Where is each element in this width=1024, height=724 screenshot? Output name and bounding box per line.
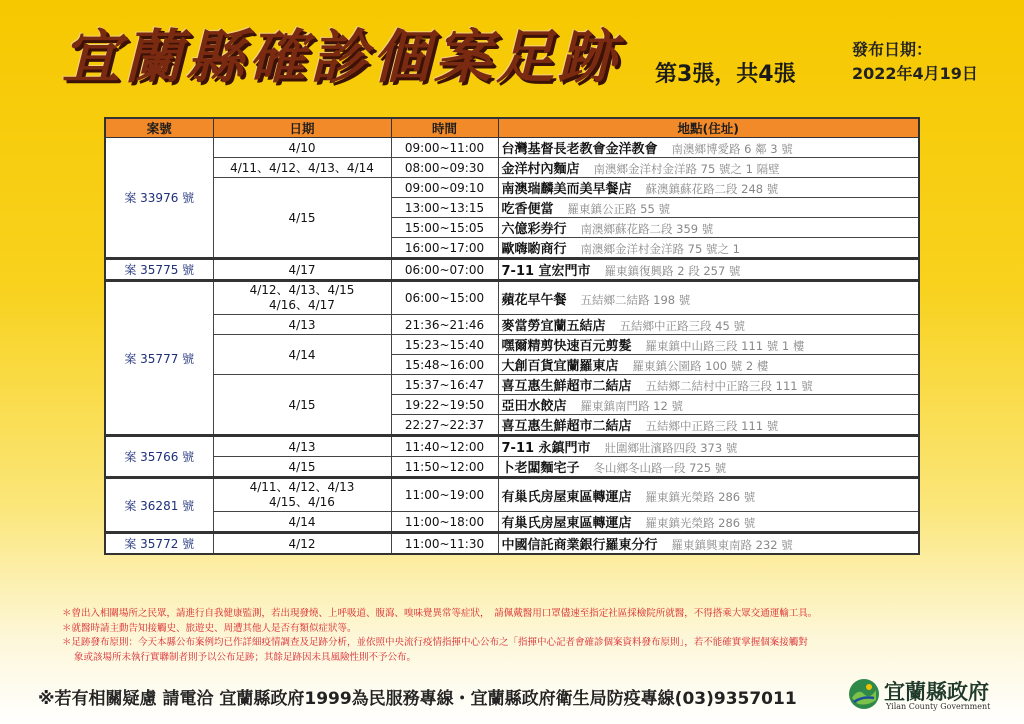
place-name: 亞田水餃店 [501, 399, 567, 414]
location-cell [498, 395, 919, 415]
time-cell: 15:37~16:47 [391, 375, 498, 395]
table-row [105, 158, 919, 178]
place-name: 7-11 宣宏門市 [501, 264, 591, 279]
time-cell: 15:00~15:05 [391, 218, 498, 238]
case-number: 案 35775 號 [105, 259, 213, 281]
time-cell: 11:40~12:00 [391, 436, 498, 457]
location-cell [498, 355, 919, 375]
table-header-row [105, 118, 919, 138]
place-address: 南澳鄉博愛路 6 鄰 3 號 [671, 142, 793, 156]
government-logo [848, 676, 998, 716]
time-cell: 15:48~16:00 [391, 355, 498, 375]
place-address: 羅東鎮公園路 100 號 2 樓 [632, 359, 769, 373]
location-cell [498, 218, 919, 238]
header-case: 案號 [105, 118, 213, 138]
date-cell: 4/15 [213, 457, 391, 478]
table-row [105, 533, 919, 555]
time-cell: 11:00~19:00 [391, 478, 498, 512]
table-row [105, 436, 919, 457]
date-cell: 4/17 [213, 259, 391, 281]
table-row [105, 457, 919, 478]
date-cell [213, 478, 391, 512]
location-cell [498, 158, 919, 178]
table-row [105, 281, 919, 315]
place-name: 中國信託商業銀行羅東分行 [501, 538, 658, 553]
publish-date-block [852, 38, 992, 86]
place-name: 南澳瑞麟美而美早餐店 [501, 182, 632, 197]
case-number: 案 35766 號 [105, 436, 213, 478]
date-line: 4/15、4/16 [269, 495, 335, 509]
date-cell: 4/14 [213, 335, 391, 375]
date-cell: 4/13 [213, 436, 391, 457]
time-cell: 16:00~17:00 [391, 238, 498, 259]
case-number: 案 35772 號 [105, 533, 213, 555]
location-cell [498, 415, 919, 436]
location-cell [498, 198, 919, 218]
time-cell: 11:00~18:00 [391, 512, 498, 533]
case-number: 案 35777 號 [105, 281, 213, 436]
location-cell [498, 512, 919, 533]
note-health-monitoring: ＊曾出入相關場所之民眾，請進行自我健康監測，若出現發燒、上呼吸道、腹瀉、嗅味覺異常等症狀， 請佩戴醫用口罩儘速至指定社區採檢院所就醫，不得搭乘大眾交通運輸工具。 [62, 608, 818, 619]
place-name: 麥當勞宜蘭五結店 [501, 319, 606, 334]
note-disclosure-principle-cont: 象或該場所未執行實聯制者則予以公布足跡；其餘足跡因未具風險性則不予公布。 [74, 651, 417, 663]
logo-chinese-name: 宜蘭縣政府 [884, 680, 989, 704]
place-name: 金洋村內麵店 [501, 162, 580, 177]
page-title: 宜蘭縣確診個案足跡 [62, 23, 621, 91]
place-name: 吃香便當 [501, 202, 554, 217]
date-line: 4/16、4/17 [269, 298, 335, 312]
place-name: 六億彩券行 [501, 222, 567, 237]
table-row [105, 512, 919, 533]
place-address: 羅東鎮復興路 2 段 257 號 [604, 264, 741, 278]
table-row [105, 315, 919, 335]
header-location: 地點(住址) [498, 118, 919, 138]
place-address: 羅東鎮南門路 12 號 [580, 399, 683, 413]
header-date: 日期 [213, 118, 391, 138]
place-name: 喜互惠生鮮超市二結店 [501, 419, 632, 434]
location-cell [498, 281, 919, 315]
date-line: 4/12、4/13、4/15 [249, 283, 355, 297]
time-cell: 22:27~22:37 [391, 415, 498, 436]
date-cell: 4/13 [213, 315, 391, 335]
place-address: 五結鄉中正路三段 45 號 [619, 319, 745, 333]
publish-date-value: 2022年4月19日 [852, 64, 978, 83]
case-number: 案 36281 號 [105, 478, 213, 533]
header-time: 時間 [391, 118, 498, 138]
time-cell: 09:00~11:00 [391, 138, 498, 158]
place-address: 南澳鄉蘇花路二段 359 號 [580, 222, 714, 236]
place-name: 嘿爾精剪快速百元剪髮 [501, 339, 632, 354]
case-footprint-table [104, 117, 920, 555]
time-cell: 06:00~07:00 [391, 259, 498, 281]
place-address: 羅東鎮光榮路 286 號 [645, 516, 756, 530]
place-address: 南澳鄉金洋村金洋路 75 號之 1 隔壁 [593, 162, 780, 176]
date-cell: 4/12 [213, 533, 391, 555]
notes-block [62, 607, 992, 665]
note-disclose-history: ＊就醫時請主動告知接觸史、旅遊史、周遭其他人是否有類似症狀等。 [62, 622, 357, 634]
location-cell [498, 478, 919, 512]
place-name: 喜互惠生鮮超市二結店 [501, 379, 632, 394]
yilan-emblem-icon [848, 678, 880, 710]
date-line: 4/11、4/12、4/13 [249, 480, 355, 494]
contact-footer: ※若有相關疑慮 請電洽 宜蘭縣政府1999為民服務專線・宜蘭縣政府衛生局防疫專線(03)9357011 [38, 689, 797, 709]
place-address: 蘇澳鎮蘇花路二段 248 號 [645, 182, 779, 196]
place-name: 有巢氏房屋東區轉運店 [501, 516, 632, 531]
location-cell [498, 436, 919, 457]
date-cell: 4/11、4/12、4/13、4/14 [213, 158, 391, 178]
date-cell: 4/15 [213, 375, 391, 436]
location-cell [498, 138, 919, 158]
place-name: 大創百貨宜蘭羅東店 [501, 359, 619, 374]
place-name: 7-11 永鎮門市 [501, 441, 591, 456]
note-disclosure-principle: ＊足跡發布原則：今天本縣公布案例均已作詳細疫情調查及足跡分析，並依照中央流行疫情指揮中心公布之「指揮中心記者會確診個案資料發布原則」，若不能確實掌握個案接觸對 [62, 637, 808, 648]
location-cell [498, 335, 919, 355]
place-address: 五結鄉二結路 198 號 [580, 292, 691, 307]
place-name: 歐嗨喲商行 [501, 242, 567, 257]
time-cell: 08:00~09:30 [391, 158, 498, 178]
place-address: 冬山鄉冬山路一段 725 號 [593, 461, 727, 475]
place-address: 壯圍鄉壯濱路四段 373 號 [604, 441, 738, 455]
place-address: 五結鄉中正路三段 111 號 [645, 419, 779, 433]
location-cell [498, 315, 919, 335]
location-cell [498, 259, 919, 281]
time-cell: 13:00~13:15 [391, 198, 498, 218]
publish-date-label: 發布日期： [852, 40, 933, 59]
place-address: 南澳鄉金洋村金洋路 75 號之 1 [580, 242, 740, 256]
time-cell: 19:22~19:50 [391, 395, 498, 415]
time-cell: 21:36~21:46 [391, 315, 498, 335]
time-cell: 06:00~15:00 [391, 281, 498, 315]
place-address: 羅東鎮興東南路 232 號 [671, 538, 793, 552]
table-row [105, 478, 919, 512]
place-address: 五結鄉二結村中正路三段 111 號 [645, 379, 813, 393]
sheet-indicator: 第3張，共4張 [655, 62, 796, 87]
table-row [105, 138, 919, 158]
table-row [105, 375, 919, 395]
time-cell: 15:23~15:40 [391, 335, 498, 355]
location-cell [498, 238, 919, 259]
location-cell [498, 457, 919, 478]
date-cell: 4/10 [213, 138, 391, 158]
time-cell: 11:00~11:30 [391, 533, 498, 555]
place-address: 羅東鎮中山路三段 111 號 1 樓 [645, 339, 805, 353]
date-cell: 4/15 [213, 178, 391, 259]
place-name: 台灣基督長老教會金洋教會 [501, 142, 658, 157]
case-number: 案 33976 號 [105, 138, 213, 259]
place-name: 蘋花早午餐 [501, 292, 567, 308]
location-cell [498, 533, 919, 555]
place-name: 卜老闆麵宅子 [501, 461, 580, 476]
location-cell [498, 178, 919, 198]
date-cell: 4/14 [213, 512, 391, 533]
date-cell [213, 281, 391, 315]
table-row [105, 259, 919, 281]
place-address: 羅東鎮光榮路 286 號 [645, 489, 756, 504]
table-row [105, 178, 919, 198]
place-name: 有巢氏房屋東區轉運店 [501, 489, 632, 505]
table-row [105, 335, 919, 355]
logo-english-name: Yilan County Government [886, 702, 991, 711]
place-address: 羅東鎮公正路 55 號 [567, 202, 670, 216]
time-cell: 11:50~12:00 [391, 457, 498, 478]
time-cell: 09:00~09:10 [391, 178, 498, 198]
location-cell [498, 375, 919, 395]
